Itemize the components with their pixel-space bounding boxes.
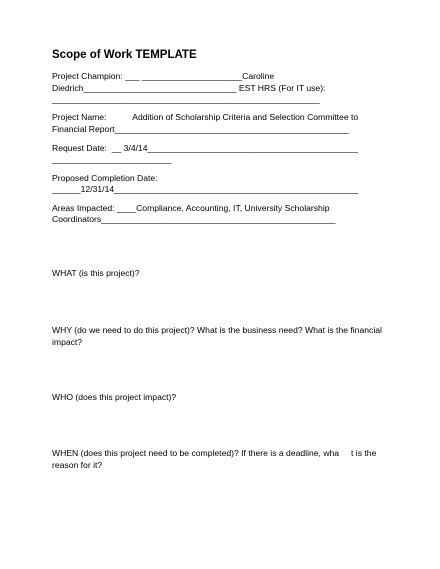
- areas-impacted-line: Areas Impacted: ____Compliance, Accounting, IT, University Scholarship: [52, 203, 330, 213]
- why-question-cont: impact?: [52, 337, 83, 347]
- financial-report-line: Financial Report_________________________________________________: [52, 124, 349, 134]
- document-title: Scope of Work TEMPLATE: [52, 49, 197, 61]
- project-champion-line: Project Champion: ___ _____________________Caroline: [52, 71, 275, 81]
- completion-date-line: ______12/31/14___________________________________________________: [52, 184, 358, 194]
- who-question: WHO (does this project impact)?: [52, 392, 177, 402]
- completion-date-label: Proposed Completion Date:: [52, 173, 158, 183]
- est-hrs-line: Diedrich________________________________ EST HRS (For IT use):: [52, 83, 326, 93]
- coordinators-line: Coordinators_________________________________________________: [52, 214, 336, 224]
- why-question: WHY (do we need to do this project)? What is the business need? What is the financial: [52, 325, 382, 335]
- blank-rule-line: ________________________________________________________: [52, 94, 320, 104]
- when-question: WHEN (does this project need to be completed)? If there is a deadline, wha t is the: [52, 448, 377, 458]
- request-date-rule: _________________________: [52, 154, 172, 164]
- project-name-line: Project Name: Addition of Scholarship Criteria and Selection Committee to: [52, 112, 359, 122]
- when-question-cont: reason for it?: [52, 460, 103, 470]
- request-date-line: Request Date: __ 3/4/14____________________________________________: [52, 143, 358, 153]
- what-question: WHAT (is this project)?: [52, 268, 140, 278]
